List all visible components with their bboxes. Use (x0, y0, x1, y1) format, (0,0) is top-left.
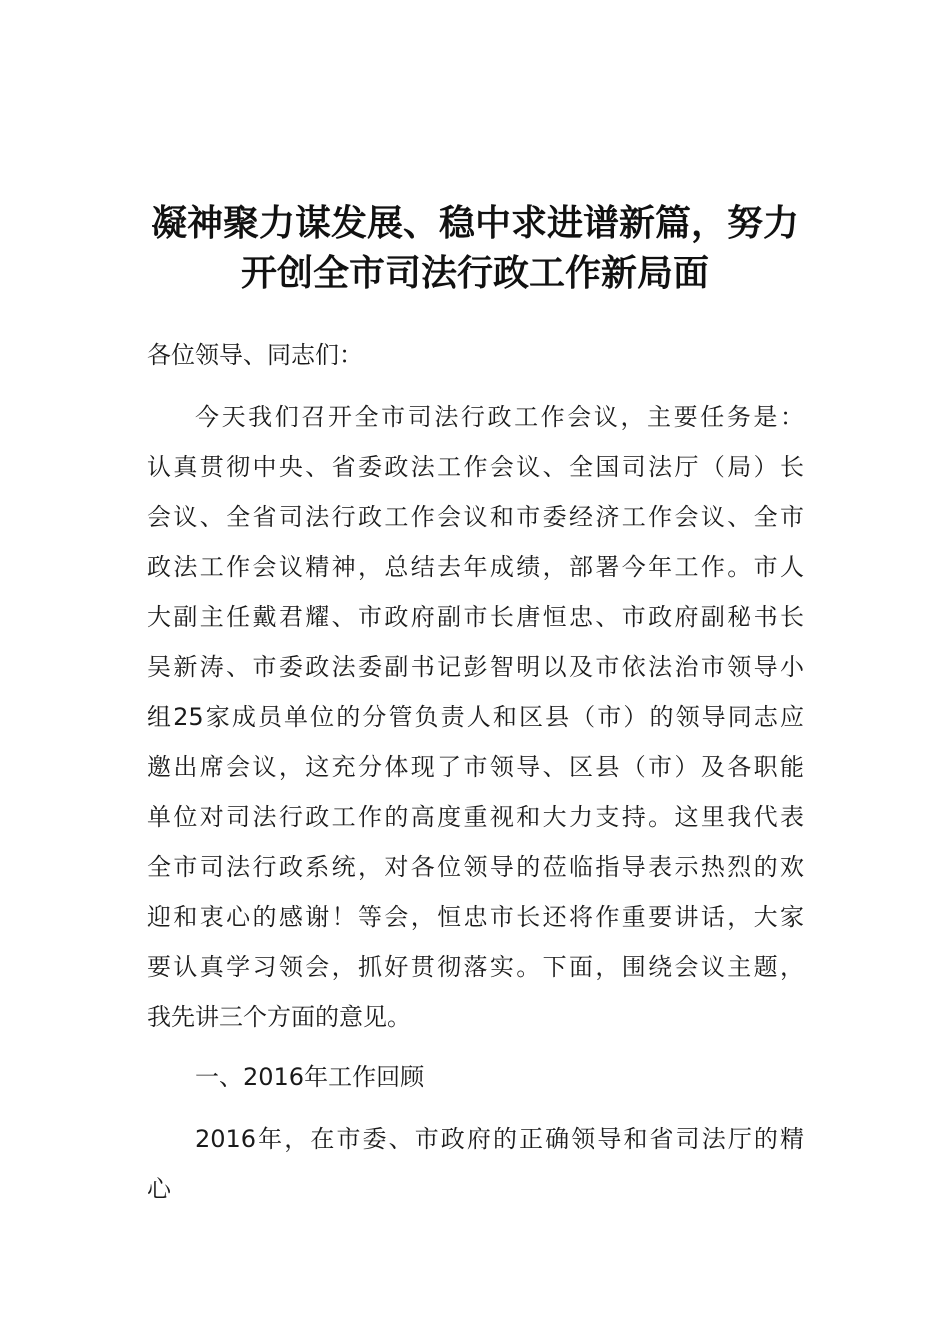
paragraph-line: 2016年，在市委、市政府的正确领导和省司法厅的精 (195, 1125, 804, 1153)
paragraph-line: 会议、全省司法行政工作会议和市委经济工作会议、全市 (147, 503, 804, 531)
paragraph-line: 要认真学习领会，抓好贯彻落实。下面，围绕会议主题， (147, 953, 804, 981)
paragraph-line: 吴新涛、市委政法委副书记彭智明以及市依法治市领导小 (147, 653, 804, 681)
paragraph-line: 心 (147, 1175, 171, 1203)
paragraph-line: 政法工作会议精神，总结去年成绩，部署今年工作。市人 (147, 553, 804, 581)
salutation: 各位领导、同志们： (147, 341, 363, 369)
paragraph-line: 迎和衷心的感谢！等会，恒忠市长还将作重要讲话，大家 (147, 903, 804, 931)
paragraph-line: 大副主任戴君耀、市政府副市长唐恒忠、市政府副秘书长 (147, 603, 804, 631)
section-heading: 一、2016年工作回顾 (195, 1063, 425, 1091)
paragraph-line: 全市司法行政系统，对各位领导的莅临指导表示热烈的欢 (147, 853, 804, 881)
paragraph-line: 我先讲三个方面的意见。 (147, 1003, 411, 1031)
paragraph-line: 认真贯彻中央、省委政法工作会议、全国司法厅（局）长 (147, 453, 804, 481)
document-title-line-2: 开创全市司法行政工作新局面 (240, 252, 709, 294)
paragraph-line: 单位对司法行政工作的高度重视和大力支持。这里我代表 (147, 803, 804, 831)
paragraph-line: 今天我们召开全市司法行政工作会议，主要任务是： (195, 403, 804, 431)
paragraph-line: 组25家成员单位的分管负责人和区县（市）的领导同志应 (147, 703, 804, 731)
paragraph-line: 邀出席会议，这充分体现了市领导、区县（市）及各职能 (147, 753, 804, 781)
document-title-line-1: 凝神聚力谋发展、稳中求进谱新篇，努力 (150, 202, 799, 244)
